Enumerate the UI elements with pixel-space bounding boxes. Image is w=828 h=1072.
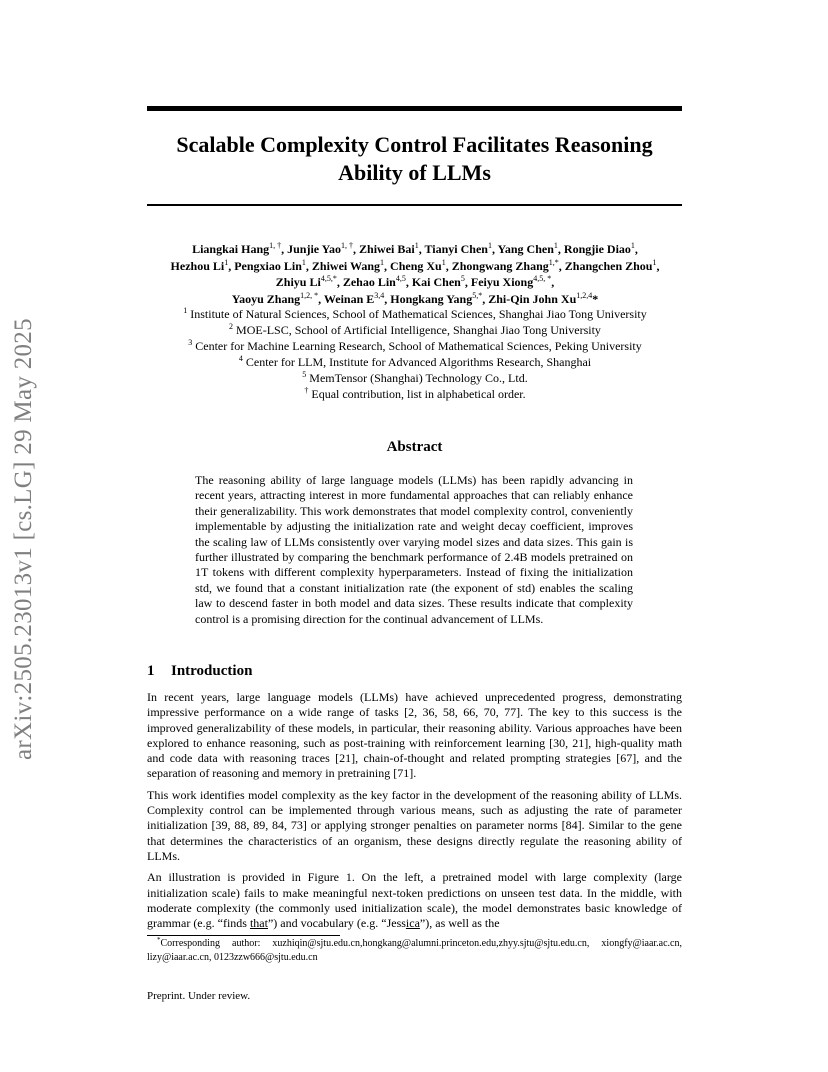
author-affil-mark: 1 bbox=[487, 241, 492, 250]
author-affil-mark: 4,5,* bbox=[320, 274, 337, 284]
author-affil-mark: 5,* bbox=[472, 290, 483, 300]
author-name: Zehao Lin bbox=[342, 275, 396, 290]
author-affil-mark: 1,2,4 bbox=[576, 290, 593, 300]
author-separator: , bbox=[384, 258, 391, 273]
title-line-2: Ability of LLMs bbox=[338, 160, 491, 185]
footnote-text: Corresponding author: xuzhiqin@sjtu.edu.cn,hongkang@alumni.princeton.edu,zhyy.sjtu@sjtu.edu.cn, xiongfy@iaar.ac.cn, lizy@iaar.ac.cn, 0123zzw666@sjtu.edu.cn bbox=[147, 938, 682, 963]
author-affil-mark: 4,5, * bbox=[533, 274, 552, 284]
paragraph-text: ”), as well as the bbox=[419, 916, 500, 931]
author-separator: , bbox=[281, 242, 288, 256]
author-affil-mark: 1, † bbox=[341, 241, 354, 250]
author-separator: , bbox=[405, 275, 412, 290]
author-name: Liangkai Hang bbox=[192, 242, 270, 256]
author-name: Yaoyu Zhang bbox=[231, 291, 301, 306]
section-heading-introduction bbox=[147, 663, 252, 680]
author-separator: , bbox=[418, 242, 425, 256]
author-separator: , bbox=[353, 242, 360, 256]
author-name: Zhongwang Zhang bbox=[451, 258, 549, 273]
author-separator: , bbox=[491, 242, 498, 256]
affiliation-text: Center for LLM, Institute for Advanced Algorithms Research, Shanghai bbox=[245, 355, 592, 369]
affiliation-item bbox=[120, 354, 710, 370]
abstract-heading: Abstract bbox=[386, 439, 443, 455]
author-affil-mark: 1 bbox=[630, 241, 635, 250]
author-separator: , bbox=[656, 258, 660, 273]
author-name: Zhi-Qin John Xu bbox=[488, 291, 577, 306]
author-name: Zhiwei Wang bbox=[311, 258, 381, 273]
author-affil-mark: 5 bbox=[460, 274, 465, 284]
author-separator: , bbox=[384, 291, 391, 306]
author-separator: , bbox=[464, 275, 471, 290]
affiliation-list bbox=[120, 306, 710, 402]
author-affil-mark: 1 bbox=[380, 257, 385, 267]
affiliation-mark: 2 bbox=[229, 322, 234, 331]
section-number: 1 bbox=[147, 663, 155, 679]
footnote-mark: * bbox=[157, 935, 161, 944]
author-separator: * bbox=[592, 291, 599, 306]
author-separator: , bbox=[557, 242, 564, 256]
author-separator: , bbox=[634, 242, 638, 256]
paragraph-text: An illustration is provided in Figure 1. On the left, a pretrained model with large complexity (large initialization scale) fails to make meaningful next-token predictions on unseen test data. In the middle, with moderate complexity (the commonly used initialization scale), the model demonstrates basic knowledge of grammar (e.g. “finds bbox=[147, 870, 682, 931]
body-paragraph-3 bbox=[147, 870, 682, 931]
author-name: Kai Chen bbox=[411, 275, 461, 290]
affiliation-text: Center for Machine Learning Research, School of Mathematical Sciences, Peking University bbox=[195, 339, 642, 353]
author-name: Zhiwei Bai bbox=[359, 242, 415, 256]
author-separator: , bbox=[558, 258, 565, 273]
affiliation-item bbox=[120, 338, 710, 354]
affiliation-mark: † bbox=[304, 386, 309, 395]
author-separator: , bbox=[445, 258, 452, 273]
author-name: Yang Chen bbox=[497, 242, 554, 256]
title-top-rule bbox=[147, 106, 682, 111]
underlined-word: ica bbox=[405, 916, 420, 931]
author-affil-mark: 1 bbox=[224, 257, 229, 267]
paragraph-text: ”) and vocabulary (e.g. “Jess bbox=[267, 916, 406, 931]
introduction-body bbox=[147, 690, 682, 937]
author-separator: , bbox=[551, 275, 555, 290]
author-affil-mark: 1 bbox=[441, 257, 446, 267]
affiliation-text: MemTensor (Shanghai) Technology Co., Ltd. bbox=[309, 371, 528, 385]
affiliation-item bbox=[120, 306, 710, 322]
author-separator: , bbox=[336, 275, 343, 290]
author-name: Pengxiao Lin bbox=[234, 258, 302, 273]
footnote-rule bbox=[147, 935, 340, 936]
author-name: Rongjie Diao bbox=[563, 242, 631, 256]
author-affil-mark: 1,* bbox=[548, 257, 559, 267]
arxiv-identifier-stamp: arXiv:2505.23013v1 [cs.LG] 29 May 2025 bbox=[10, 318, 37, 760]
affiliation-item bbox=[120, 322, 710, 338]
body-paragraph-2: This work identifies model complexity as the key factor in the development of the reasoning ability of LLMs. Complexity control can be implemented through various means, such as adjusting the rate of parameter initialization [39, 88, 89, 84, 73] or applying stronger penalties on parameter norms [84]. Similar to the gene that determines the characteristics of an organism, these designs directly regulate the reasoning ability of LLMs. bbox=[147, 787, 682, 863]
affiliation-text: MOE-LSC, School of Artificial Intelligence, Shanghai Jiao Tong University bbox=[236, 323, 601, 337]
author-name: Tianyi Chen bbox=[424, 242, 488, 256]
title-bottom-rule bbox=[147, 204, 682, 206]
affiliation-text: Institute of Natural Sciences, School of Mathematical Sciences, Shanghai Jiao Tong University bbox=[190, 307, 647, 321]
affiliation-item bbox=[120, 370, 710, 386]
author-name: Zhiyu Li bbox=[275, 275, 321, 290]
author-name: Hezhou Li bbox=[170, 258, 225, 273]
author-name: Cheng Xu bbox=[390, 258, 442, 273]
author-separator: , bbox=[482, 291, 489, 306]
author-name: Weinan E bbox=[323, 291, 375, 306]
author-affil-mark: 1 bbox=[301, 257, 306, 267]
paper-title bbox=[147, 131, 682, 187]
underlined-word: that bbox=[249, 916, 268, 931]
body-paragraph-1: In recent years, large language models (LLMs) have achieved unprecedented progress, demonstrating impressive performance on a wide range of tasks [2, 36, 58, 66, 70, 77]. The key to this success is the improved generalizability of these models, in particular, their reasoning ability. Various approaches have been explored to enhance reasoning, such as post-training with reinforcement learning [30, 21], high-quality math and code data with reasoning traces [21], chain-of-thought and related prompting strategies [67], and the separation of reasoning and memory in pretraining [71]. bbox=[147, 690, 682, 781]
author-affil-mark: 1, † bbox=[269, 241, 282, 250]
affiliation-mark: 4 bbox=[238, 354, 243, 363]
affiliation-mark: 3 bbox=[188, 338, 193, 347]
author-affil-mark: 3,4 bbox=[374, 290, 385, 300]
title-line-1: Scalable Complexity Control Facilitates Reasoning bbox=[176, 132, 653, 157]
footnote-corresponding-author bbox=[147, 937, 682, 964]
affiliation-mark: 1 bbox=[183, 306, 188, 315]
author-separator: , bbox=[318, 291, 324, 306]
affiliation-text: Equal contribution, list in alphabetical order. bbox=[311, 387, 526, 401]
author-name: Feiyu Xiong bbox=[470, 275, 534, 290]
author-affil-mark: 1 bbox=[553, 241, 558, 250]
author-list bbox=[120, 241, 710, 307]
author-affil-mark: 1,2, * bbox=[300, 290, 319, 300]
author-name: Junjie Yao bbox=[287, 242, 342, 256]
author-separator: , bbox=[228, 258, 235, 273]
affiliation-mark: 5 bbox=[302, 370, 307, 379]
affiliation-item bbox=[120, 386, 710, 402]
author-affil-mark: 1 bbox=[652, 257, 657, 267]
author-separator: , bbox=[305, 258, 312, 273]
author-affil-mark: 4,5 bbox=[395, 274, 406, 284]
abstract-text: The reasoning ability of large language models (LLMs) has been rapidly advancing in recent years, attracting interest in more fundamental approaches that can reliably enhance their generalizability. This work demonstrates that model complexity control, conveniently implementable by adjusting the initialization rate and weight decay coefficient, improves the scaling law of LLMs consistently over varying model sizes and data sizes. This gain is further illustrated by comparing the benchmark performance of 2.4B models pretrained on 1T tokens with different complexity hyperparameters. Instead of fixing the initialization std, we found that a constant initialization rate (the exponent of std) enables the scaling law to descend faster in both model and data sizes. These results indicate that complexity control is a promising direction for the continual advancement of LLMs. bbox=[195, 473, 633, 626]
author-affil-mark: 1 bbox=[414, 241, 419, 250]
author-name: Zhangchen Zhou bbox=[564, 258, 653, 273]
preprint-notice: Preprint. Under review. bbox=[147, 990, 251, 1002]
author-name: Hongkang Yang bbox=[390, 291, 473, 306]
section-title: Introduction bbox=[171, 663, 253, 679]
